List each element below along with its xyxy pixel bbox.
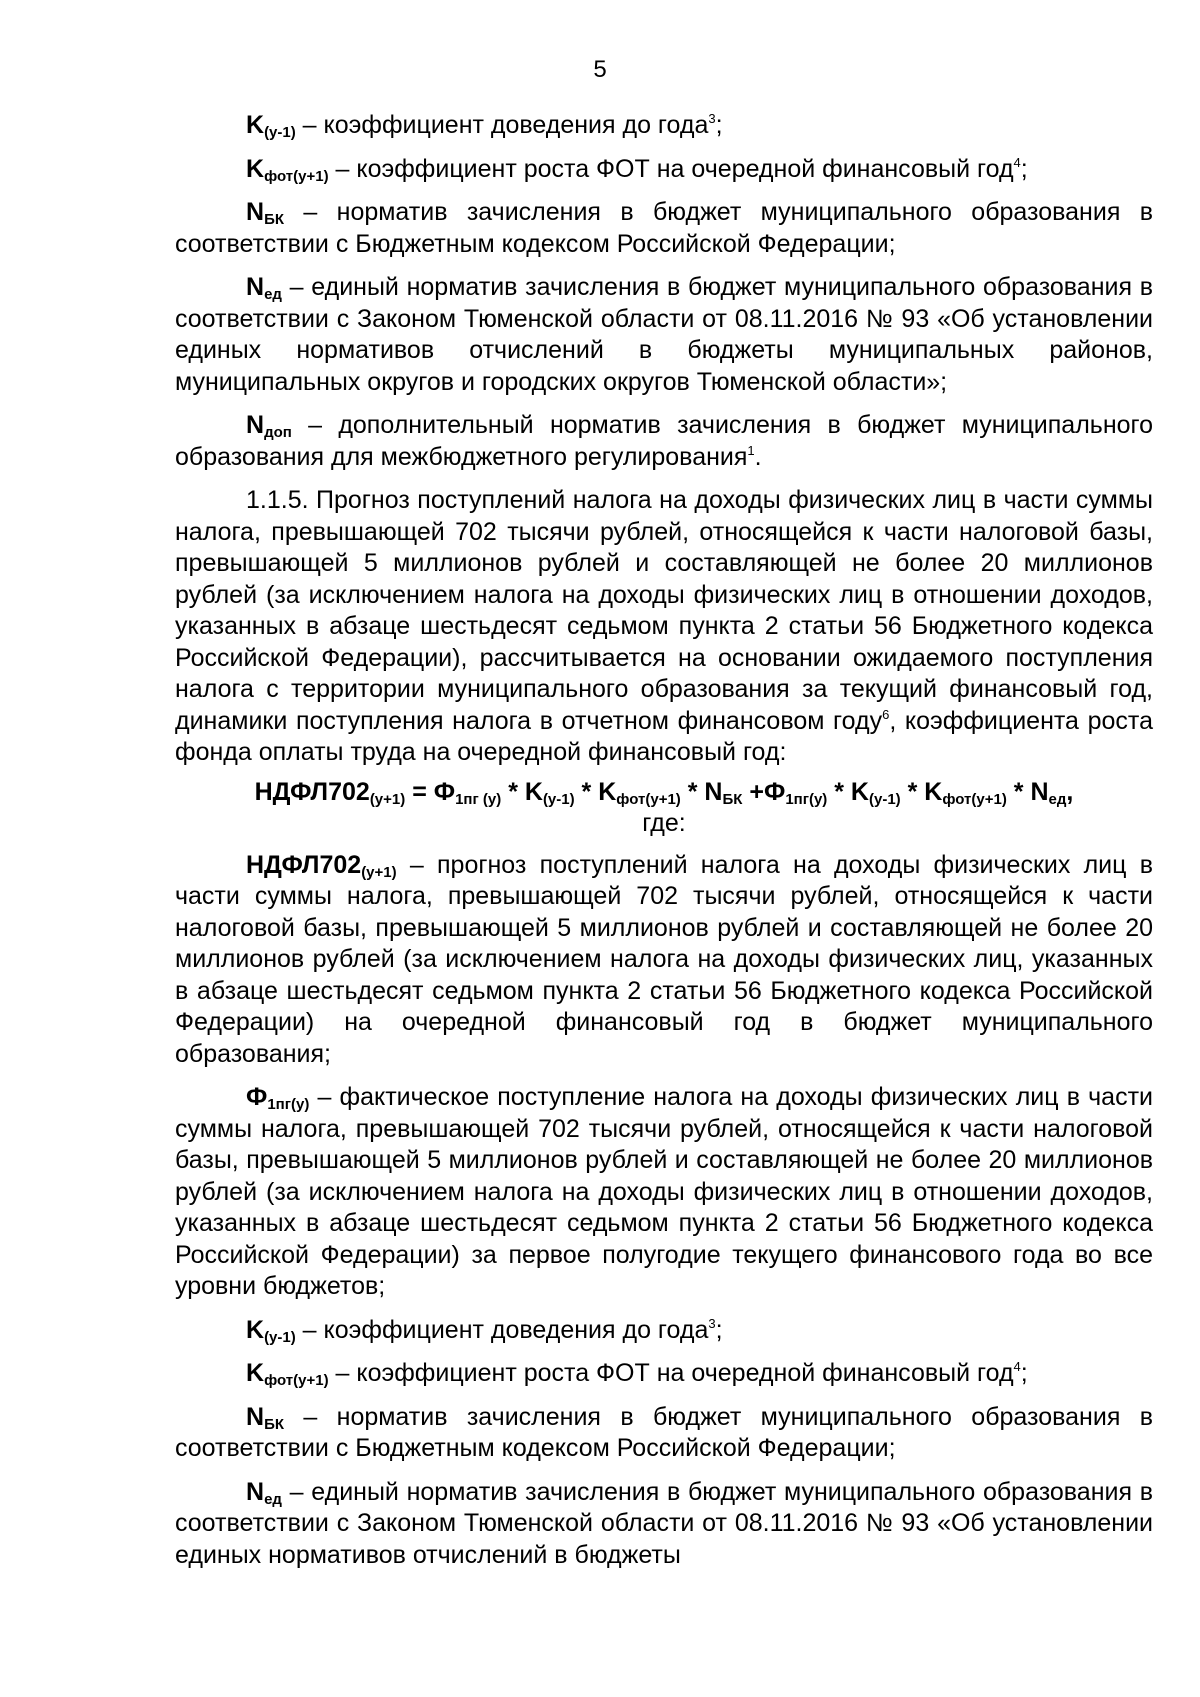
symbol: K [246, 1315, 265, 1344]
definition-text: – коэффициент доведения до года [295, 111, 709, 139]
definition-k-fot [175, 154, 1153, 186]
definition-k-y1-repeat [175, 1315, 1153, 1347]
formula-term: * K [574, 777, 617, 806]
formula-subscript: фот(y+1) [942, 790, 1007, 808]
formula-term: * N [680, 777, 723, 806]
definition-n-dop [175, 410, 1153, 473]
formula-term: * K [501, 777, 543, 806]
document-body [175, 110, 1153, 1583]
definition-text: – коэффициент доведения до года [295, 1315, 709, 1344]
definition-k-y1 [175, 110, 1153, 142]
punctuation: ; [1020, 1359, 1028, 1387]
definition-n-ed-repeat [175, 1477, 1153, 1572]
symbol: K [246, 111, 265, 139]
symbol: N [246, 1477, 265, 1506]
subscript: 1пг(y) [267, 1096, 310, 1113]
section-text-continued: , коэффициента роста фонда оплаты труда на очередной финансовый год: [175, 706, 1153, 766]
subscript: (y+1) [361, 863, 397, 881]
section-1-1-5 [175, 485, 1153, 769]
formula-where: где: [642, 809, 686, 837]
symbol: K [246, 1359, 265, 1387]
definition-text: – дополнительный норматив зачисления в бюджет муниципального образования для межбюджетного регулирования [175, 411, 1153, 471]
definition-text: – единый норматив зачисления в бюджет муниципального образования в соответствии с Законом Тюменской области от 08.11.2016 № 93 «Об установлении единых нормативов отчислений в бюджеты муниципальных районов, муниципальных округов и городских округов Тюменской области»; [175, 273, 1153, 396]
formula-term: , [1066, 777, 1074, 806]
definition-n-ed [175, 272, 1153, 398]
subscript: доп [264, 424, 292, 441]
subscript: ед [264, 1490, 282, 1508]
subscript: фот(y+1) [264, 167, 329, 185]
footnote-ref: 4 [1013, 1359, 1021, 1374]
definition-n-bk-repeat [175, 1402, 1153, 1465]
definition-n-bk [175, 197, 1153, 260]
definition-f1pg [175, 1082, 1153, 1303]
footnote-ref: 6 [882, 706, 890, 722]
subscript: БК [264, 211, 284, 228]
formula-subscript: (y-1) [868, 790, 901, 808]
punctuation: . [754, 442, 762, 471]
ndfl702-formula [175, 777, 1153, 809]
formula-subscript: 1пг(y) [785, 790, 828, 808]
punctuation: ; [1020, 154, 1028, 183]
formula-term: +Ф [742, 777, 786, 806]
formula-lhs: НДФЛ702 [254, 777, 370, 806]
symbol: N [246, 273, 265, 301]
formula-term: * N [1006, 777, 1049, 806]
symbol: K [246, 154, 265, 183]
footnote-ref: 4 [1013, 154, 1021, 170]
definition-text: – норматив зачисления в бюджет муниципального образования в соответствии с Бюджетным кодексом Российской Федерации; [175, 1402, 1153, 1462]
definition-ndfl702 [175, 850, 1153, 1071]
symbol: Ф [246, 1083, 268, 1111]
definition-text: – коэффициент роста ФОТ на очередной финансовый год [328, 1359, 1014, 1387]
punctuation: ; [715, 111, 723, 139]
subscript: фот(y+1) [264, 1372, 329, 1389]
definition-text: – норматив зачисления в бюджет муниципального образования в соответствии с Бюджетным кодексом Российской Федерации; [175, 198, 1153, 258]
formula-subscript: (y-1) [542, 790, 575, 808]
footnote-ref: 1 [747, 442, 755, 458]
section-text: 1.1.5. Прогноз поступлений налога на доходы физических лиц в части суммы налога, превышающей 702 тысячи рублей, относящейся к части налоговой базы, превышающей 5 миллионов рублей и составляющей не более 20 миллионов рублей (за исключением налога на доходы физических лиц в отношении доходов, указанных в абзаце шестьдесят седьмом пункта 2 статьи 56 Бюджетного кодекса Российской Федерации), рассчитывается на основании ожидаемого поступления налога с территории муниципального образования за текущий финансовый год, динамики поступления налога в отчетном финансовом году [175, 486, 1153, 735]
formula-subscript: фот(y+1) [616, 790, 681, 808]
formula-term: * K [900, 777, 943, 806]
formula-subscript: ед [1048, 790, 1067, 808]
definition-text: – коэффициент роста ФОТ на очередной финансовый год [328, 154, 1014, 183]
subscript: ед [264, 286, 282, 303]
symbol: НДФЛ702 [246, 850, 362, 879]
footnote-ref: 3 [708, 1315, 716, 1331]
formula-term: * K [827, 777, 869, 806]
formula-subscript: (y+1) [369, 790, 406, 808]
definition-k-fot-repeat [175, 1358, 1153, 1390]
formula-subscript: 1пг (y) [455, 790, 502, 808]
punctuation: ; [715, 1315, 723, 1344]
formula-subscript: БК [722, 790, 743, 808]
subscript: (y-1) [264, 1328, 296, 1346]
symbol: N [246, 1402, 265, 1431]
subscript: БК [264, 1415, 284, 1433]
definition-text: – единый норматив зачисления в бюджет муниципального образования в соответствии с Законом Тюменской области от 08.11.2016 № 93 «Об установлении единых нормативов отчислений в бюджеты [175, 1477, 1153, 1569]
symbol: N [246, 198, 265, 226]
footnote-ref: 3 [708, 111, 716, 126]
definition-text: – прогноз поступлений налога на доходы физических лиц в части суммы налога, превышающей 702 тысячи рублей, относящейся к части налоговой базы, превышающей 5 миллионов рублей и составляющей не более 20 миллионов рублей (за исключением налога на доходы физических лиц, указанных в абзаце шестьдесят седьмом пункта 2 статьи 56 Бюджетного кодекса Российской Федерации) на очередной финансовый год в бюджет муниципального образования; [175, 850, 1153, 1068]
symbol: N [246, 411, 265, 439]
page-number: 5 [593, 56, 607, 83]
definition-text: – фактическое поступление налога на доходы физических лиц в части суммы налога, превышающей 702 тысячи рублей, относящейся к части налоговой базы, превышающей 5 миллионов рублей и составляющей не более 20 миллионов рублей (за исключением налога на доходы физических лиц в отношении доходов, указанных в абзаце шестьдесят седьмом пункта 2 статьи 56 Бюджетного кодекса Российской Федерации) за первое полугодие текущего финансового года во все уровни бюджетов; [175, 1083, 1153, 1300]
formula-term: = Ф [405, 777, 456, 806]
subscript: (y-1) [264, 124, 296, 141]
